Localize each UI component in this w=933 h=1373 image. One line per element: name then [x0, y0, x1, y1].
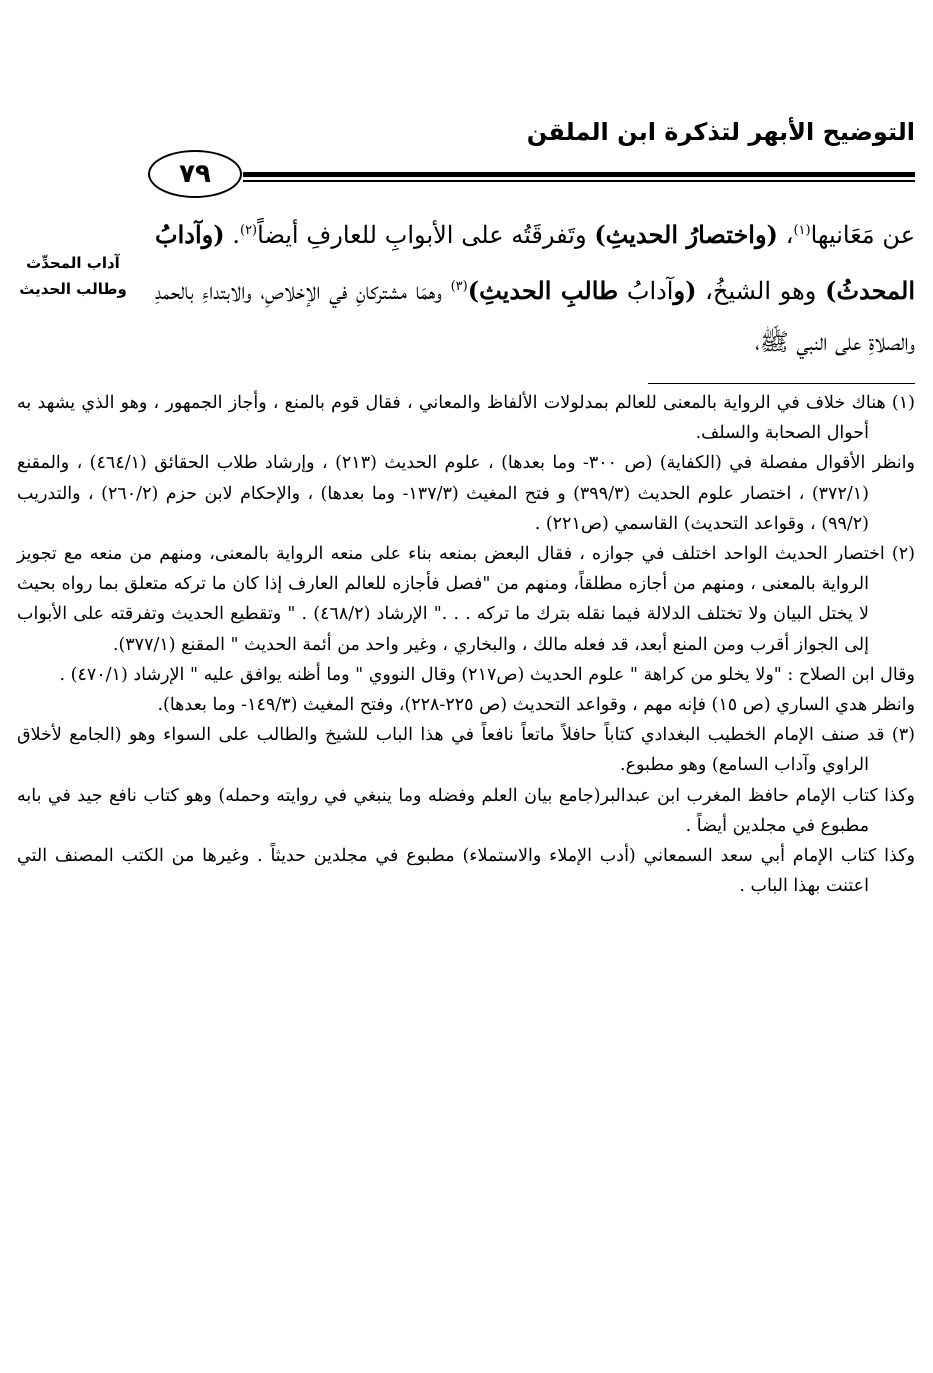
footnote-1-cont: وانظر الأقوال مفصلة في (الكفاية) (ص ٣٠٠- وما بعدها) ، علوم الحديث (٢١٣) ، وإرشاد طلاب الحقائق (٤٦٤/١) ، والمقنع (٣٧٢/١) ، اختصار علوم الحديث (٣٩٩/٣) و فتح المغيث (١٣٧/٣- وما بعدها) ، والإحكام لابن حزم (٢٦٠/٢) ، والتدريب (٩٩/٢) ، وقواعد التحديث) القاسمي (ص٢٢١) .: [17, 453, 915, 534]
main-text-segment: وهمَا مشتركانِ في الإخلاصِ، والابتداءِ بالحمدِ والصلاةِ على النبي ﷺ،: [155, 277, 915, 356]
margin-note: [12, 250, 134, 302]
main-text-segment: وتَفرقَتُه على الأبوابِ للعارفِ أيضاً: [257, 221, 595, 249]
footnote-ref-2: (٢): [239, 223, 258, 238]
main-text-segment: ،: [777, 221, 794, 249]
main-text-segment: وهو الشيخُ،: [696, 277, 826, 305]
header-rule-thin: [243, 180, 915, 182]
bold-term-adab-muhaddith: (وآدابُ المحدثُ): [155, 220, 916, 305]
main-paragraph: [155, 205, 915, 368]
margin-note-line-2: وطالب الحديث: [19, 280, 127, 298]
footnote-3-cont-b: وكذا كتاب الإمام أبي سعد السمعاني (أدب الإملاء والاستملاء) مطبوع في مجلدين حديثاً . وغيرها من الكتب المصنف التي اعتنت بهذا الباب .: [17, 846, 915, 897]
footnote-ref-1: (١): [793, 223, 811, 238]
page-number: ٧٩: [148, 150, 242, 198]
main-text-segment: عن مَعَانيها: [810, 221, 916, 249]
footnote-1: (١) هناك خلاف في الرواية بالمعنى للعالم بمدلولات الألفاظ والمعاني ، فقال قوم بالمنع ، وأجاز الجمهور ، وهو الذي يشهد به أحوال الصحابة والسلف.: [17, 393, 915, 444]
footnote-2-cont-b: وانظر هدي الساري (ص ١٥) فإنه مهم ، وقواعد التحديث (ص ٢٢٥-٢٢٨)، وفتح المغيث (١٤٩/٣- وما بعدها).: [157, 695, 915, 716]
margin-note-line-1: آداب المحدِّث: [26, 254, 120, 272]
footnote-2-cont-a: وقال ابن الصلاح : "ولا يخلو من كراهة " علوم الحديث (ص٢١٧) وقال النووي " وما أظنه يوافق عليه " الإرشاد (٤٧٠/١) .: [59, 664, 915, 685]
footnote-2: (٢) اختصار الحديث الواحد اختلف في جوازه ، فقال البعض بمنعه بناء على منعه الرواية بالمعنى، ومنهم من منعه مع تجويز الرواية بالمعنى ، ومنهم من أجازه مطلقاً، ومنهم من "فصل فأجازه للعالم العارف إذا كان ما تركه متعلق بما رواه بحيث لا يختل البيان ولا تختلف الدلالة فيما نقله بترك ما تركه . . ." الإرشاد (٤٦٨/٢) . " وتقطيع الحديث وتفرقته على الأبواب إلى الجواز أقرب ومن المنع أبعد، قد فعله مالك ، والبخاري ، وغير واحد من أئمة الحديث " المقنع (٣٧٧/١).: [17, 544, 915, 655]
footnotes: [17, 388, 915, 901]
header-rule-thick: [243, 172, 915, 177]
footnote-3-cont-a: وكذا كتاب الإمام حافظ المغرب ابن عبدالبر(جامع بيان العلم وفضله وما ينبغي في روايته وحمله) وهو كتاب نافع جيد في بابه مطبوع في مجلدين أيضاً .: [17, 785, 915, 836]
footnote-ref-3: (٣): [450, 279, 468, 294]
main-text-segment: .: [224, 221, 240, 249]
bold-term-wa: (و: [673, 276, 697, 305]
running-header-title: التوضيح الأبهر لتذكرة ابن الملقن: [526, 118, 915, 146]
footnote-3: (٣) قد صنف الإمام الخطيب البغدادي كتاباً حافلاً ماتعاً نافعاً في هذا الباب للشيخ والطالب على السواء وهو (الجامع لأخلاق الراوي وآداب السامع) وهو مطبوع.: [17, 725, 915, 776]
main-text-segment: آدابُ: [618, 277, 674, 305]
bold-term-ikhtisar: (واختصارُ الحديثِ): [594, 220, 778, 249]
main-text: [155, 205, 915, 368]
bold-term-talib: طالبِ الحديثِ): [467, 276, 619, 305]
footnote-separator: [648, 383, 915, 384]
